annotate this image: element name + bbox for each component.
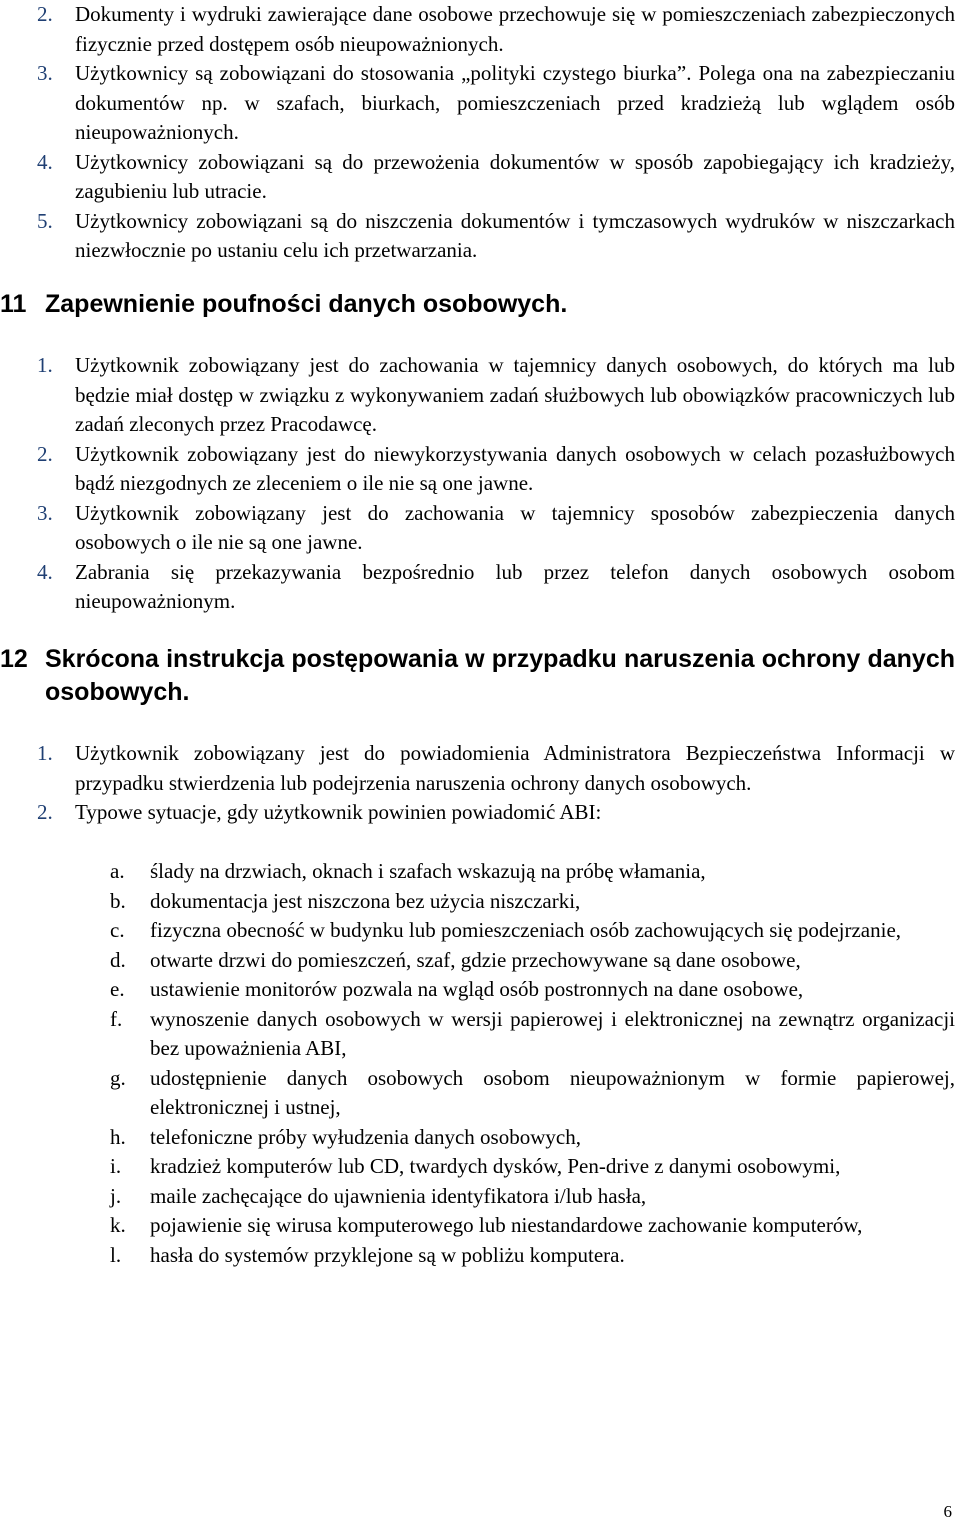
section-10-list: [37, 0, 955, 266]
sub-item-letter: g.: [110, 1065, 126, 1090]
sub-list-item: [110, 1241, 955, 1271]
item-number: 3.: [37, 61, 53, 85]
item-number: 2.: [37, 441, 53, 466]
item-number: 5.: [37, 208, 53, 233]
sub-item-text: dokumentacja jest niszczona bez użycia niszczarki,: [150, 888, 581, 913]
list-item: [37, 0, 955, 59]
heading-title: Skrócona instrukcja postępowania w przypadku naruszenia ochrony danych osobowych.: [45, 645, 955, 706]
sub-item-text: udostępnienie danych osobowych osobom nieupoważnionym w formie papierowej, elektronicznej i ustnej,: [150, 1065, 955, 1119]
item-text: Użytkownik zobowiązany jest do niewykorzystywania danych osobowych w celach pozasłużbowych bądź niezgodnych ze zleceniem o ile nie są one jawne.: [75, 441, 955, 495]
item-text: Użytkownicy zobowiązani są do niszczenia dokumentów i tymczasowych wydruków w niszczarkach niezwłocznie po ustaniu celu ich przetwarzania.: [75, 208, 955, 262]
sub-item-text: ślady na drzwiach, oknach i szafach wskazują na próbę włamania,: [150, 859, 706, 883]
section-11-heading: [0, 288, 955, 321]
sub-list-item: [110, 946, 955, 976]
item-number: 2.: [37, 800, 53, 824]
heading-number: 12: [0, 645, 28, 673]
sub-item-text: maile zachęcające do ujawnienia identyfikatora i/lub hasła,: [150, 1183, 647, 1208]
section-12-list: [37, 739, 955, 828]
sub-item-letter: a.: [110, 859, 125, 883]
sub-item-letter: j.: [110, 1183, 122, 1208]
list-item: [37, 558, 955, 617]
sub-list-item: [110, 1064, 955, 1123]
sub-item-letter: k.: [110, 1213, 126, 1237]
section-12-heading: [0, 643, 955, 709]
sub-item-letter: l.: [110, 1242, 122, 1267]
sub-list-item: [110, 1211, 955, 1241]
item-text: Użytkownicy zobowiązani są do przewożenia dokumentów w sposób zapobiegający ich kradzieży, zagubieniu lub utracie.: [75, 149, 955, 203]
heading-title: Zapewnienie poufności danych osobowych.: [45, 290, 568, 318]
section-11-list: [37, 351, 955, 617]
sub-item-text: otwarte drzwi do pomieszczeń, szaf, gdzie przechowywane są dane osobowe,: [150, 947, 801, 972]
sub-item-letter: f.: [110, 1006, 123, 1031]
list-item: [37, 499, 955, 558]
item-text: Użytkownik zobowiązany jest do powiadomienia Administratora Bezpieczeństwa Informacji w przypadku stwierdzenia lub podejrzenia naruszenia ochrony danych osobowych.: [75, 741, 955, 795]
sub-list-item: [110, 1005, 955, 1064]
sub-item-letter: d.: [110, 947, 126, 972]
item-text: Zabrania się przekazywania bezpośrednio lub przez telefon danych osobowych osobom nieupoważnionym.: [75, 559, 955, 613]
item-text: Typowe sytuacje, gdy użytkownik powinien powiadomić ABI:: [75, 800, 602, 824]
page-number: 6: [943, 1502, 952, 1521]
list-item: [37, 59, 955, 148]
item-text: Użytkownicy są zobowiązani do stosowania „polityki czystego biurka”. Polega ona na zabezpieczaniu dokumentów np. w szafach, biurkach, pomieszczeniach przed kradzieżą lub wglądem osób nieupoważnionych.: [75, 61, 955, 144]
item-number: 4.: [37, 559, 53, 584]
sub-item-letter: e.: [110, 977, 125, 1001]
item-number: 1.: [37, 741, 53, 765]
sub-item-text: fizyczna obecność w budynku lub pomieszczeniach osób zachowujących się podejrzanie,: [150, 918, 902, 942]
sub-item-letter: c.: [110, 918, 125, 942]
sub-item-letter: i.: [110, 1154, 122, 1178]
list-item: [37, 351, 955, 440]
sub-list-item: [110, 887, 955, 917]
item-number: 2.: [37, 2, 53, 26]
list-item: [37, 148, 955, 207]
item-number: 3.: [37, 500, 53, 525]
sub-item-text: hasła do systemów przyklejone są w pobliżu komputera.: [150, 1242, 625, 1267]
sub-item-letter: h.: [110, 1124, 126, 1149]
sub-list-item: [110, 1123, 955, 1153]
list-item: [37, 739, 955, 798]
sub-item-text: pojawienie się wirusa komputerowego lub niestandardowe zachowanie komputerów,: [150, 1213, 863, 1237]
sub-item-text: wynoszenie danych osobowych w wersji papierowej i elektronicznej na zewnątrz organizacji bez upoważnienia ABI,: [150, 1006, 955, 1060]
heading-number: 11: [0, 290, 27, 318]
list-item: [37, 440, 955, 499]
sub-list-item: [110, 1152, 955, 1182]
list-item: [37, 798, 955, 828]
sub-list-item: [110, 857, 955, 887]
list-item: [37, 207, 955, 266]
section-12-sublist: [110, 857, 955, 1270]
sub-list-item: [110, 975, 955, 1005]
sub-item-text: ustawienie monitorów pozwala na wgląd osób postronnych na dane osobowe,: [150, 977, 804, 1001]
item-text: Użytkownik zobowiązany jest do zachowania w tajemnicy sposobów zabezpieczenia danych osobowych o ile nie są one jawne.: [75, 500, 955, 554]
sub-item-text: kradzież komputerów lub CD, twardych dysków, Pen-drive z danymi osobowymi,: [150, 1154, 841, 1178]
item-text: Dokumenty i wydruki zawierające dane osobowe przechowuje się w pomieszczeniach zabezpieczonych fizycznie przed dostępem osób nieupoważnionych.: [75, 2, 955, 56]
sub-item-text: telefoniczne próby wyłudzenia danych osobowych,: [150, 1124, 581, 1149]
sub-list-item: [110, 1182, 955, 1212]
sub-list-item: [110, 916, 955, 946]
item-text: Użytkownik zobowiązany jest do zachowania w tajemnicy danych osobowych, do których ma lub będzie miał dostęp w związku z wykonywaniem zadań służbowych lub obowiązków pracowniczych lub zadań zleconych przez Pracodawcę.: [75, 353, 955, 436]
sub-item-letter: b.: [110, 888, 126, 913]
item-number: 4.: [37, 149, 53, 174]
item-number: 1.: [37, 353, 53, 377]
